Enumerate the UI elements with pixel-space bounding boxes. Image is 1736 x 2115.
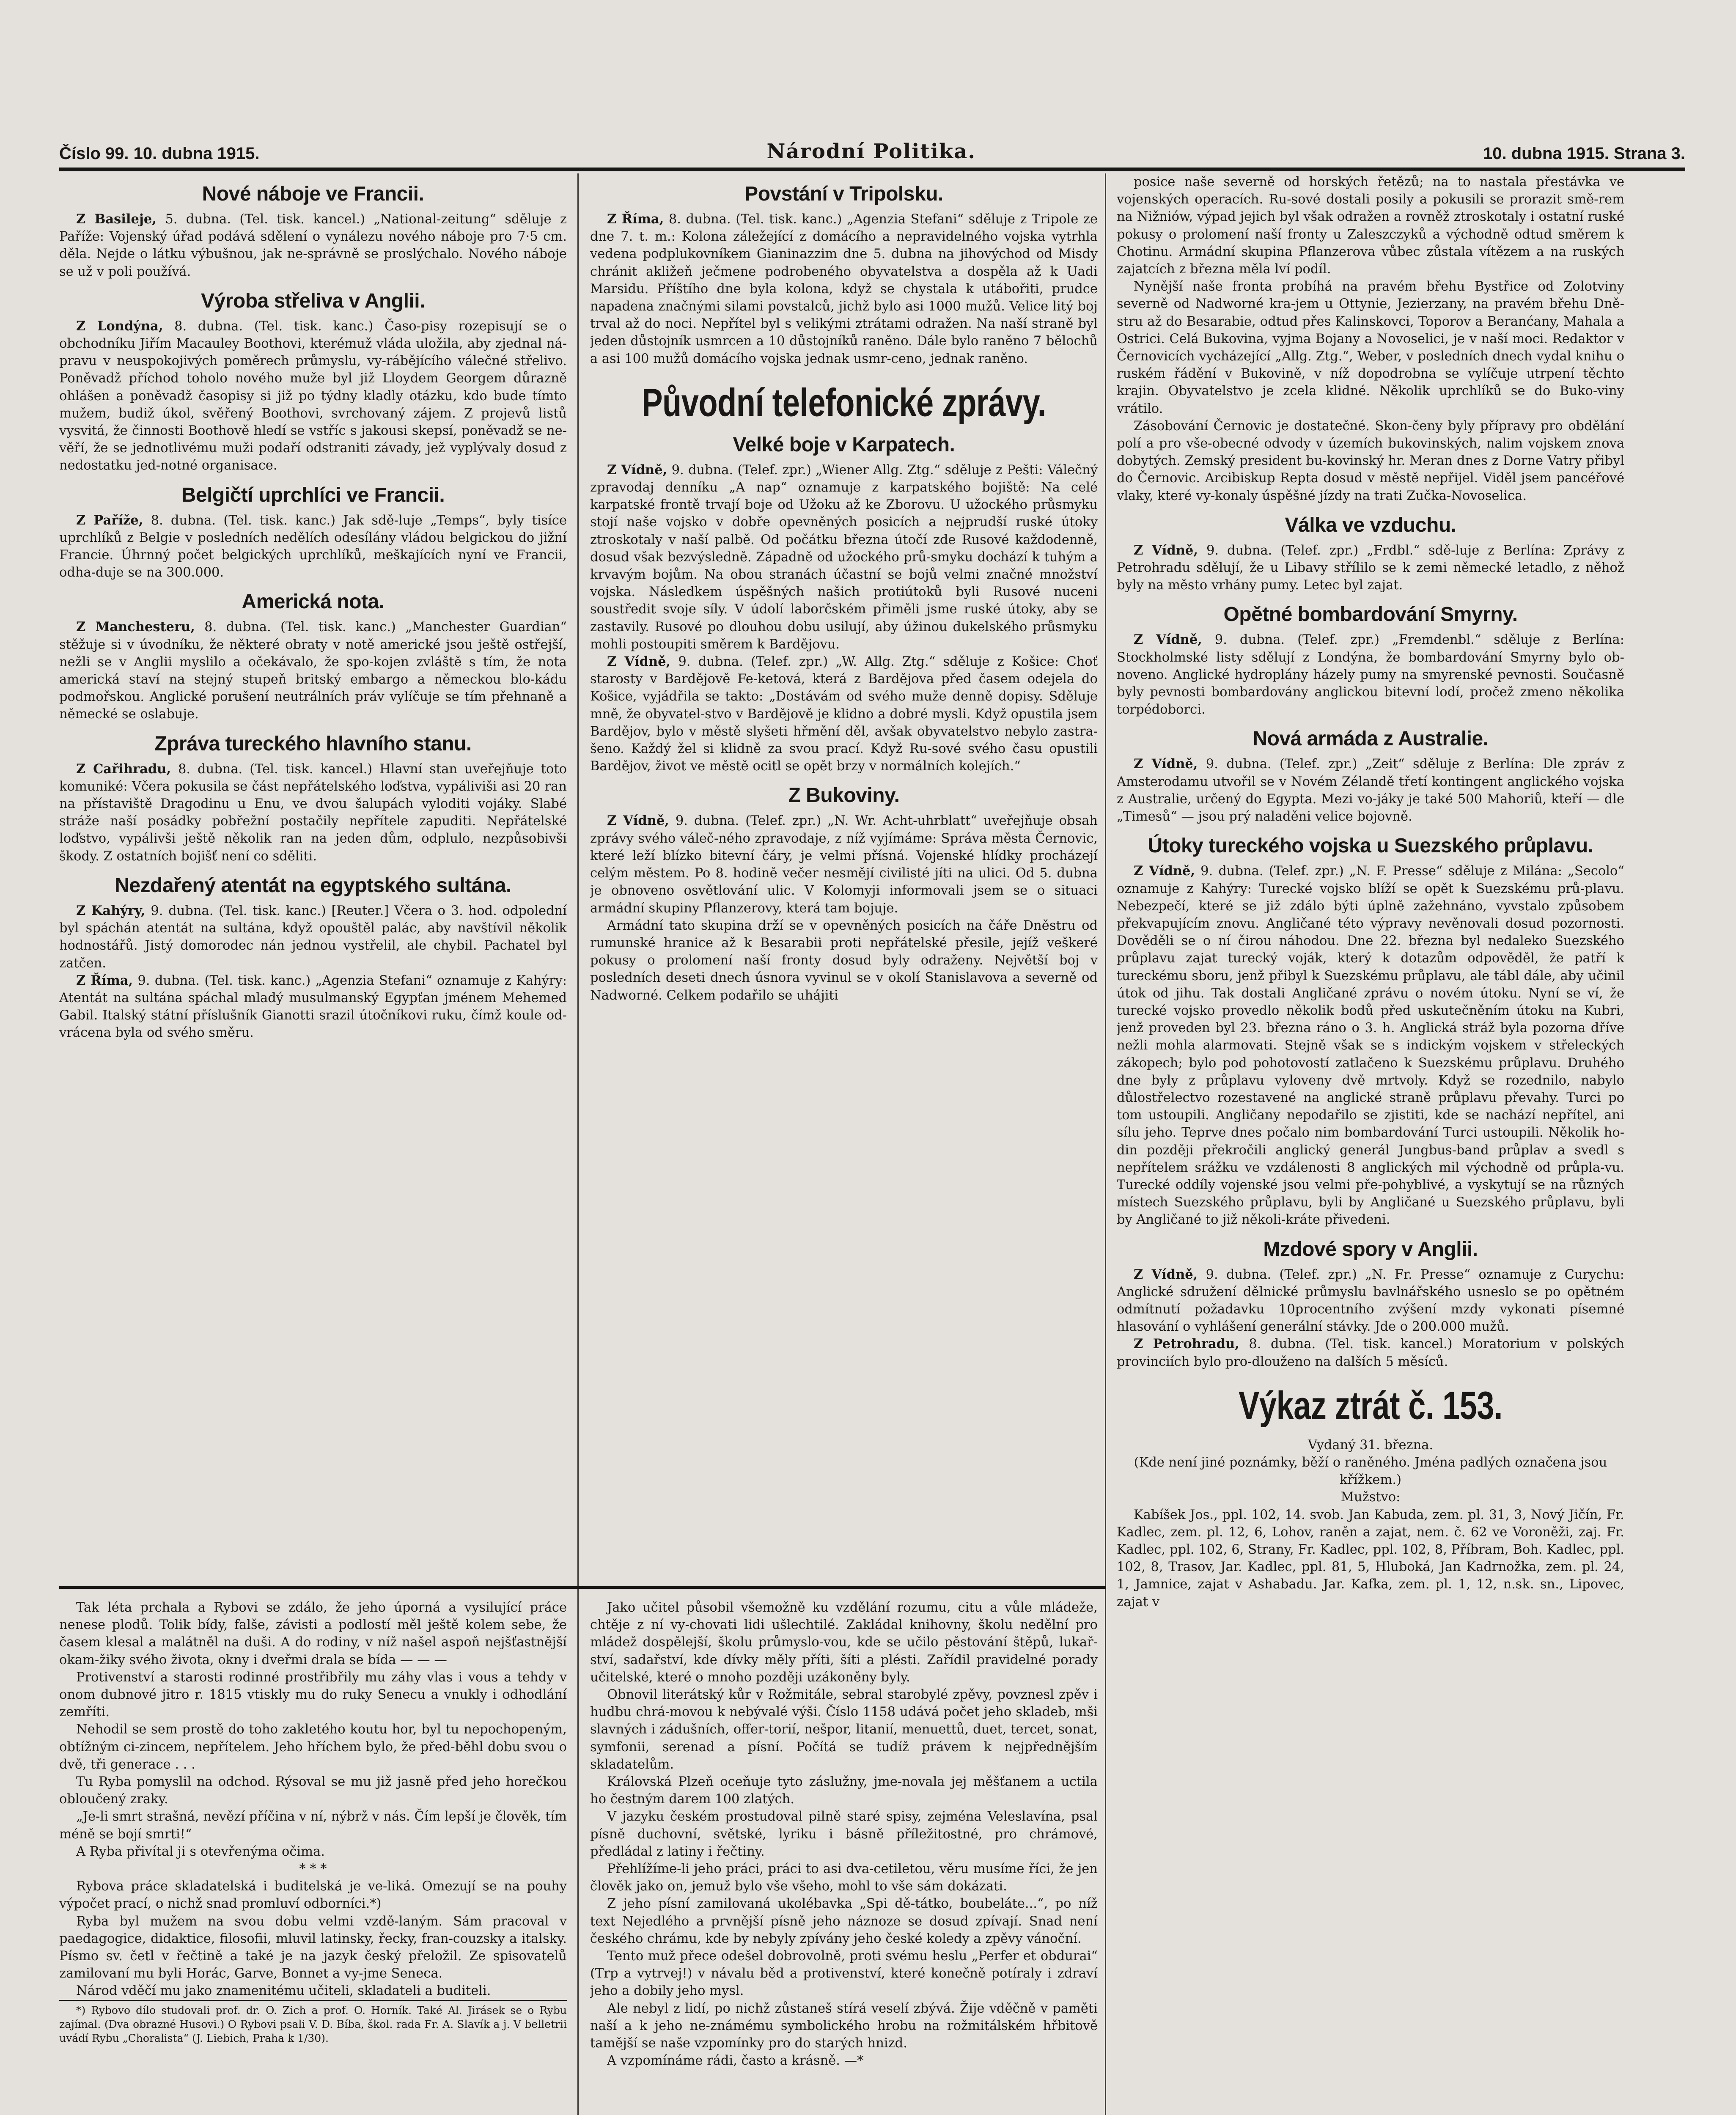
section-headline: Výkaz ztrát č. 153. xyxy=(1239,1383,1503,1428)
feuilleton-left xyxy=(59,1599,567,2115)
feuilleton-middle xyxy=(590,1599,1098,2115)
article-paragraph xyxy=(590,812,1098,917)
feuilleton-paragraph: Přehlížíme-li jeho práci, práci to asi dva-cetiletou, věru musíme říci, že jen člověk jako on, jemuž bylo vše všeho, mohl to vše sám dokázati. xyxy=(590,1862,1098,1894)
article-paragraph xyxy=(59,318,567,475)
article-text: 9. dubna. (Telef. zpr.) „N. F. Presse“ sděluje z Milána: „Secolo“ oznamuje z Kahýry: Turecké vojsko blíží se opět k Suezskému prů-plavu. Nebezpečí, které se již zdálo býti úplně zažehnáno, vyvstalo způsobem překvapujícím znovu. Angličané této výpravy nevěnovali dosud pozornosti. Dověděli se o ní čirou náhodou. Dne 22. března byl nedaleko Suezského průplavu zajat turecký voják, který k dotazům odpověděl, že patří k tureckému sboru, jenž přibyl k Suezskému průplavu, ale tábl dále, aby učinil útok od jihu. Tak dostali Angličané zprávu o novém útoku. Nyní se ví, že turecké vojsko provedlo několik bodů před uskutečněním útoku na Kubri, jenž proveden byl 23. března ráno o 3. h. Anglická stráž byla pozorna dříve nežli mohla alarmovati. Stejně však se s indickým vojskem v střeleckých zákopech; bylo pod pohotovostí zatlačeno k Suezskému průplavu. Druhého dne byly z průplavu vyloveny dvě mrtvoly. Když se rozednilo, nabylo důlostřelectvo rozestavené na anglické straně průplavu převahy. Turci po tom ustoupili. Angličany nepodařilo se zjistiti, kde se nachází nepřítel, ani sílu jeho. Teprve dnes počalo nim bombardování Turci ustoupili. Několik ho-din později překročili anglický generál Jungbus-band průplav a svedl s nepřítelem srážku ve vzdálenosti 8 anglických mil východně od průpla-vu. Turecké oddíly vojenské jsou velmi pře-pohyblivé, a vyskytují se na různých místech Suezského průplavu, byli by Angličané u Suezského průplavu, byli by Angličané to již několi-kráte přivedeni. xyxy=(1117,864,1624,1228)
column-rule xyxy=(1105,173,1106,2115)
column-3 xyxy=(1117,173,1624,2115)
article-paragraph xyxy=(1117,542,1624,594)
feuilleton-paragraph: Královská Plzeň oceňuje tyto záslužny, jme-novala jej měšťanem a uctila ho čestným darem 100 zlatých. xyxy=(590,1774,1098,1807)
article-text: Zásobování Černovic je dostatečné. Skon-čeny byly přípravy pro obdělání polí a pro vše-obecné odvody v územích bukovinských, nalim vojskem znova dobytých. Zemský president bu-kovinský hr. Meran dnes z Dorne Vatry přibyl do Černovic. Arcibiskup Repta dosud v městě nepřijel. Viděl jsem pancéřové vlaky, které vy-konaly úspěšné jízdy na trati Zučka-Novoselica. xyxy=(1117,418,1624,503)
dateline: Z Londýna, xyxy=(76,318,163,334)
column-rule xyxy=(577,173,579,2115)
article-paragraph xyxy=(59,211,567,280)
section-headline: Původní telefonické zprávy. xyxy=(642,380,1046,425)
article-text: 5. dubna. (Tel. tisk. kancel.) „National-zeitung“ sděluje z Paříže: Vojenský úřad podává sdělení o vynálezu nového náboje pro 7·5 cm. děla. Nejde o látku výbušnou, jak ne-správně se proslýchalo. Nového náboje se už v poli používá. xyxy=(59,212,567,279)
article-paragraph xyxy=(1117,173,1624,278)
section-divider xyxy=(59,1586,1106,1589)
article-paragraph xyxy=(1117,1266,1624,1336)
feuilleton-paragraph: „Je-li smrt strašná, nevězí příčina v ní, nýbrž v nás. Čím lepší je člověk, tím méně se bojí smrti!“ xyxy=(59,1809,567,1842)
article-paragraph xyxy=(590,653,1098,775)
article-text: 9. dubna. (Telef. zpr.) „N. Wr. Acht-uhrblatt“ uveřejňuje obsah zprávy svého váleč-ného zpravodaje, z níž vyjímáme: Správa města Černovic, které leží blízko bitevní čáry, je velmi přísná. Vojenské hlídky procházejí celým městem. Po 8. hodině večer nesmějí civilisté jíti na ulici. Od 5. dubna je obnoveno osvětlování ulic. V Kolomyji informovali jsem se o situaci armádní skupiny Pflanzerovy, která tam bojuje. xyxy=(590,813,1098,916)
article-headline: Útoky tureckého vojska u Suezského průplavu. xyxy=(1148,835,1593,857)
article-paragraph xyxy=(590,211,1098,368)
article-headline: Opětné bombardování Smyrny. xyxy=(1223,603,1518,626)
feuilleton-paragraph: Obnovil literátský kůr v Rožmitále, sebral starobylé zpěvy, povznesl zpěv i hudbu chrá-movou k nebývalé výši. Číslo 1158 udává počet jeho skladeb, mši slavných i zádušních, offer-torií, nešpor, litanií, menuettů, duet, tercet, sonat, symfonii, serenad a písní. Počítá se tudíž právem k nejpřednějším skladatelům. xyxy=(590,1687,1098,1772)
article-text: 8. dubna. (Tel. tisk. kancel.) Hlavní stan uveřejňuje toto komuniké: Včera pokusila se část nepřátelského loďstva, vypáliviši asi 20 ran na přístaviště Dragodinu u Enu, ve dvou šalupách vyloditi vojáky. Slabé stráže naší posádky pobřežní postačily nepřítele zapuditi. Nepřátelské loďstvo, vypálivši ještě několik ran na jeden dům, odplulo, nezpůsobivši škody. Z ostatních bojišť není co sděliti. xyxy=(59,761,567,864)
dateline: Z Vídně, xyxy=(1134,1266,1198,1282)
dateline: Z Vídně, xyxy=(607,462,667,478)
feuilleton-paragraph: Tak léta prchala a Rybovi se zdálo, že jeho úporná a vysilující práce nenese plodů. Tolik bídy, falše, závisti a podlostí měl ještě kolem sebe, že časem klesal a malátněl na duši. A do rodiny, v níž našel aspoň nejšťastnější okam-žiky svého života, okny i dveřmi drala se bída — — — xyxy=(59,1600,567,1667)
dateline: Z Cařihradu, xyxy=(76,761,171,777)
article-paragraph xyxy=(59,618,567,723)
feuilleton-paragraph: V jazyku českém prostudoval pilně staré spisy, zejména Veleslavína, psal písně duchovní, světské, lyriku i básně příležitostné, pro chrámové, předládal z latiny i řečtiny. xyxy=(590,1809,1098,1859)
article-text: Armádní tato skupina drží se v opevněných posicích na čáře Dněstru od rumunské hranice až k Besarabii proti nepřátelské přesile, jejíž veškeré pokusy o prolomení naší fronty dosud byly odraženy. Největší boj v posledních deseti dnech úsnora vyvinul se v okolí Stanislavova a severně od Nadworné. Celkem podařilo se uhájiti xyxy=(590,918,1098,1003)
article-text: 8. dubna. (Tel. tisk. kancel.) Moratorium v polských provinciích bylo pro-dlouženo na dalších 5 měsíců. xyxy=(1117,1337,1624,1369)
article-paragraph xyxy=(590,917,1098,1004)
article-headline: Nové náboje ve Francii. xyxy=(202,183,424,205)
newspaper-title: Národní Politika. xyxy=(766,140,976,163)
dateline: Z Paříže, xyxy=(76,512,143,528)
feuilleton-paragraph: * * * xyxy=(299,1862,327,1877)
article-headline: Povstání v Tripolsku. xyxy=(744,183,943,205)
article-text: 9. dubna. (Telef. zpr.) „Frdbl.“ sdě-luje z Berlína: Zprávy z Petrohradu sdělují, že u Libavy střílilo se k zemi německé letadlo, z něhož byly na město vrhány pumy. Letec byl zajat. xyxy=(1117,543,1624,593)
centered-line: (Kde není jiné poznámky, běží o raněného. Jména padlých označena jsou křížkem.) xyxy=(1134,1455,1607,1488)
centered-line: Mužstvo: xyxy=(1340,1490,1401,1505)
article-text: 8. dubna. (Tel. tisk. kanc.) Časo-pisy rozepisují se o obchodníku Jiřím Macauley Boothovi, kterémuž vláda uložila, aby zjednal ná-pravu v neuspokojivých poměrech průmyslu, vy-rábějícího válečné střelivo. Poněvadž příchod toholo nového muže byl již Lloydem Georgem důrazně ohlášen a poněvadž časopisy si již po týdny kladly otázku, kdo bude tímto mužem, budiž úkol, svěřený Boothovi, svrchovaný zájem. Z projevů listů vysvitá, že činnosti Boothově hledí se vstříc s jakousi skepsí, poněvadž se ne-věří, že se jednotlivému muži podaří odstraniti závady, jež vyplývaly dosud z nedostatku jed-notné organisace. xyxy=(59,319,567,473)
feuilleton-paragraph: Tu Ryba pomyslil na odchod. Rýsoval se mu již jasně před jeho horečkou obloučený zraky. xyxy=(59,1774,567,1807)
article-paragraph xyxy=(1117,418,1624,505)
centered-line: Vydaný 31. března. xyxy=(1307,1437,1434,1453)
dateline: Z Vídně, xyxy=(1134,863,1195,879)
article-text: 9. dubna. (Tel. tisk. kanc.) „Agenzia Stefani“ oznamuje z Kahýry: Atentát na sultána spáchal mladý musulmanský Egypťan jménem Mehemed Gabil. Italský státní příslušník Gianotti srazil útočníkovi ruku, čímž koule od-vrácena byla od svého směru. xyxy=(59,973,567,1041)
article-text: 8. dubna. (Tel. tisk. kanc.) „Manchester Guardian“ stěžuje si v úvodníku, že některé obraty v notě americké jsou ještě ostřejší, nežli se v Anglii myslilo a očekávalo, že spo-kojen zvláště s tím, že nota americká staví na stejný stupeň britský embargo a německou blo-kádu podmořskou. Anglické porušení neutrálních práv vylíčuje se tím přehnaně a německé se oslabuje. xyxy=(59,620,567,722)
article-paragraph xyxy=(1117,1506,1624,1611)
article-paragraph xyxy=(1117,278,1624,418)
feuilleton-paragraph: A Ryba přivítal ji s otevřenýma očima. xyxy=(76,1844,325,1859)
dateline: Z Vídně, xyxy=(607,813,669,829)
dateline: Z Vídně, xyxy=(1134,632,1202,648)
article-paragraph xyxy=(590,461,1098,653)
article-text: 9. dubna. (Telef. zpr.) „W. Allg. Ztg.“ sděluje z Košice: Choť starosty v Bardějově Fe-ketová, která z Bardějova před časem odejela do Košice, vyjádřila se takto: „Dostávám od svého muže denně dopisy. Sděluje mně, že obyvatel-stvo v Bardějově je klidno a dobré mysli. Když opustila jsem Bardějov, bylo v městě slyšeti hřmění děl, avšak obyvatelstvo nebylo zastra-šeno. Každý žel si klidně za svou prací. Když Ru-sové svého času opustili Bardějov, život ve městě ocitl se opět brzy v normálních kolejích.“ xyxy=(590,654,1098,774)
dateline: Z Vídně, xyxy=(1134,756,1198,772)
article-paragraph xyxy=(59,972,567,1042)
dateline: Z Vídně, xyxy=(1134,542,1198,558)
feuilleton-paragraph: Rybova práce skladatelská i buditelská je ve-liká. Omezují se na pouhy výpočet prací, o nichž snad promluví odborníci.*) xyxy=(59,1879,567,1912)
article-headline: Z Bukoviny. xyxy=(788,784,900,807)
article-headline: Válka ve vzduchu. xyxy=(1285,514,1456,536)
article-headline: Velké boje v Karpatech. xyxy=(733,433,955,456)
article-headline: Belgičtí uprchlíci ve Francii. xyxy=(181,483,445,506)
feuilleton-paragraph: A vzpomínáme rádi, často a krásně. —* xyxy=(607,2053,864,2068)
article-paragraph xyxy=(1117,1335,1624,1370)
page-date: 10. dubna 1915. Strana 3. xyxy=(1483,144,1685,163)
article-text: 9. dubna. (Tel. tisk. kanc.) [Reuter.] Včera o 3. hod. odpolední byl spáchán atentát na sultána, když opouštěl palác, aby navštívil několik hodnostářů. Jistý domorodec nán jednou vystřelil, ale chybil. Pachatel byl zatčen. xyxy=(59,903,567,971)
article-paragraph xyxy=(59,902,567,972)
feuilleton-paragraph: Nehodil se sem prostě do toho zakletého koutu hor, byl tu nepochopeným, obtížným ci-zincem, nepřítelem. Jeho hříchem bylo, že před-běhl dobu svou o dvě, tři generace . . . xyxy=(59,1722,567,1772)
article-headline: Nová armáda z Australie. xyxy=(1253,728,1489,750)
feuilleton-paragraph: Tento muž přece odešel dobrovolně, proti svému heslu „Perfer et obdurai“ (Trp a vytrvej!) v návalu běd a protivenství, které konečně potíraly i zdraví jeho a dobily jeho mysl. xyxy=(590,1949,1098,1999)
article-paragraph xyxy=(1117,631,1624,718)
article-headline: Mzdové spory v Anglii. xyxy=(1263,1238,1478,1261)
article-headline: Výroba střeliva v Anglii. xyxy=(201,289,425,312)
article-headline: Zpráva tureckého hlavního stanu. xyxy=(154,732,472,755)
article-text: 9. dubna. (Telef. zpr.) „N. Fr. Presse“ oznamuje z Curychu: Anglické sdružení dělnické průmyslu bavlnářského usneslo se po opětném odmítnutí požadavku 10procentního zvýšení mzdy vykonati písemné hlasování o vyhlášení generální stávky. Jde o 200.000 mužů. xyxy=(1117,1267,1624,1335)
article-text: 9. dubna. (Telef. zpr.) „Wiener Allg. Ztg.“ sděluje z Pešti: Válečný zpravodaj denníku „A nap“ oznamuje z karpatského bojiště: Na celé karpatské frontě trvají boje od Užoku až ke Zborovu. U užockého průsmyku stojí naše vojsko v dobře opevněných posicích a nejprudší ruské útoky ztroskotaly v naší palbě. Od počátku března útočí zde Rusové každodenně, dosud však bezvýsledně. Západně od užockého prů-smyku dochází k tuhým a krvavým bojům. Na obou stranách účastní se bojů velmi značné množství vojska. Následkem úspěšných našich protiútoků byli Rusové nuceni soustředit svoje síly. V údolí laborčském přiměli jsme ruské útoky, aby se zastavily. Rusové po dlouhou dobu usilují, aby úžinou dukelského průsmyku mohli postoupiti směrem k Bardějovu. xyxy=(590,462,1098,652)
feuilleton-paragraph: Ryba byl mužem na svou dobu velmi vzdě-laným. Sám pracoval v paedagogice, didaktice, filosofii, mluvil latinsky, řecky, fran-couzsky a italsky. Písmo sv. četl v řečtině a také je na jazyk český přeložil. Ze spisovatelů zamilovaní mu byli Horác, Garve, Bonnet a vy-jme Seneca. xyxy=(59,1914,567,1981)
article-text: 9. dubna. (Telef. zpr.) „Zeit“ sděluje z Berlína: Dle zpráv z Amsterodamu utvořil se v Novém Zélandě třetí kontingent anglického vojska z Australie, určený do Egypta. Mezi vo-jáky je také 500 Mahoriů, kteří — dle „Timesů“ — jsou prý naladěni velice bojovně. xyxy=(1117,757,1624,824)
feuilleton-paragraph: Protivenství a starosti rodinné prostřibřily mu záhy vlas i vous a tehdy v onom dubnové jitro r. 1815 vtiskly mu do ruky Senecu a vnukly i odhodlání zemříti. xyxy=(59,1670,567,1720)
column-2 xyxy=(590,173,1098,1582)
article-text: Kabíšek Jos., ppl. 102, 14. svob. Jan Kabuda, zem. pl. 31, 3, Nový Jičín, Fr. Kadlec, zem. pl. 12, 6, Lohov, raněn a zajat, nem. č. 62 ve Voroněži, zaj. Fr. Kadlec, ppl. 102, 6, Strany, Fr. Kadlec, ppl. 102, 8, Příbram, Boh. Kadlec, ppl. 102, 8, Trasov, Jar. Kadlec, ppl. 81, 5, Hluboká, Jan Kadrnožka, zem. pl. 24, 1, Jamnice, zajat v Ashabadu. Jar. Kafka, zem. pl. 1, 12, n.sk. sn., Lipovec, zajat v xyxy=(1117,1507,1624,1610)
article-text: Nynější naše fronta probíhá na pravém břehu Bystřice od Zolotviny severně od Nadworné kra-jem u Ottynie, Jezierzany, na pravém břehu Dně-stru až do Besarabie, odtud přes Kalinskovci, Toporov a Beranćany, Mahala a Ostrici. Celá Bukovina, vyjma Bojany a Novoselici, je v naší moci. Redaktor v Černovicích vycházející „Allg. Ztg.“, Weber, v posledních dnech vydal knihu o ruském řádění v Bukovině, v níž dopodrobna se vylíčuje utrpení těchto krajin. Obyvatelstvo je zcela klidné. Několik uprchlíků se do Buko-viny vrátilo. xyxy=(1117,279,1624,416)
article-paragraph xyxy=(1117,755,1624,825)
article-text: posice naše severně od horských řetězů; na to nastala přestávka ve vojenských operacích. Ru-sové dostali posily a pokusili se prorazit smě-rem na Nižniów, výpad jejich byl však odražen a rovněž ztroskotaly i ostatní ruské pokusy o prolomení naší fronty u Zaleszczyků a východně odtud směrem k Chotinu. Armádní skupina Pflanzerova vůbec zůstala vítězem a na ruských zajatcích z března měla lví podíl. xyxy=(1117,175,1624,277)
dateline: Z Petrohradu, xyxy=(1134,1336,1239,1352)
feuilleton-paragraph: Jako učitel působil všemožně ku vzdělání rozumu, citu a vůle mládeže, chtěje z ní vy-chovati lidi ušlechtilé. Zakládal knihovny, školu nedělní pro mládež dospělejší, školu průmyslo-vou, kde se učilo pěstování štěpů, lukař-ství, sadařství, kde dívky měly příti, šíti a plésti. Zařídil pravidelné porady učitelské, které o mnoho později uzákoněny byly. xyxy=(590,1600,1098,1685)
feuilleton-paragraph: Z jeho písní zamilovaná ukolébavka „Spi dě-tátko, boubeláte...“, po níž text Nejedlého a prvnější písně jeho náznoze se dosud zpívají. Snad není českého chrámu, kde by nebyly zpívány jeho české koledy a zpěvy vánoční. xyxy=(590,1896,1098,1946)
article-text: 9. dubna. (Telef. zpr.) „Fremdenbl.“ sděluje z Berlína: Stockholmské listy sdělují z Londýna, že bombardování Smyrny bylo ob-noveno. Anglické hydroplány házely pumy na smyrenské pevnosti. Současně byly pevnosti bombardovány anglickou bitevní lodí, pročež zmeno několika torpédoborci. xyxy=(1117,632,1624,717)
article-headline: Americká nota. xyxy=(242,591,385,613)
issue-number: Číslo 99. 10. dubna 1915. xyxy=(59,144,260,163)
dateline: Z Vídně, xyxy=(607,654,671,670)
dateline: Z Říma, xyxy=(76,972,133,988)
dateline: Z Říma, xyxy=(607,212,664,227)
column-1 xyxy=(59,173,567,1582)
article-text: 8. dubna. (Tel. tisk. kanc.) „Agenzia Stefani“ sděluje z Tripole ze dne 7. t. m.: Kolona záležející z domácího a nepravidelného vojska vytrhla vedena podplukovníkem Gianinazzim dne 5. dubna na jihovýchod od Misdy chránit akližeň ječmene podrobeného obyvatelstva a dospěla až k Uadi Marsidu. Příštího dne byla kolona, když se chystala k utábořiti, prudce napadena značnými silami povstalců, jichž bylo asi 1000 mužů. Velice litý boj trval až do noci. Nepřítel byl s velikými ztrátami odražen. Na naší straně byl jeden důstojník usmrcen a 10 důstojníků raněno. Dále bylo raněno 7 bělochů a asi 100 mužů domácího vojska jednak usmr-ceno, jednak raněno. xyxy=(590,212,1098,366)
article-paragraph xyxy=(59,512,567,582)
dateline: Z Basileje, xyxy=(76,212,157,227)
article-headline: Nezdařený atentát na egyptského sultána. xyxy=(115,874,511,897)
article-text: 8. dubna. (Tel. tisk. kanc.) Jak sdě-luje „Temps“, byly tisíce uprchlíků z Belgie v posledních nedělích odesílány vládou belgickou do jižní Francie. Úhrnný počet belgických uprchlíků, meškajících nyní ve Francii, odha-duje se na 300.000. xyxy=(59,513,567,580)
masthead xyxy=(59,135,1685,171)
feuilleton-paragraph: Národ vděčí mu jako znamenitému učiteli, skladateli a buditeli. xyxy=(76,1983,491,1999)
feuilleton-paragraph: Ale nebyl z lidí, po nichž zůstaneš stírá veselí zbývá. Žije vděčně v paměti naší a k jeho ne-známému symbolického hrobu na rožmitálském hřbitově tamější se naše vzpomínky pro do starých hnizd. xyxy=(590,2001,1098,2051)
dateline: Z Kahýry, xyxy=(76,903,146,918)
footnote: *) Rybovo dílo studovali prof. dr. O. Zich a prof. O. Horník. Také Al. Jirásek se o Rybu zajímal. (Dva obrazné Husovi.) O Rybovi psali V. D. Bíba, škol. rada Fr. A. Slavík a j. V belletrii uvádí Rybu „Choralista“ (J. Liebich, Praha k 1/30). xyxy=(59,2000,567,2045)
dateline: Z Manchesteru, xyxy=(76,619,195,635)
article-paragraph xyxy=(59,761,567,865)
article-paragraph xyxy=(1117,862,1624,1228)
